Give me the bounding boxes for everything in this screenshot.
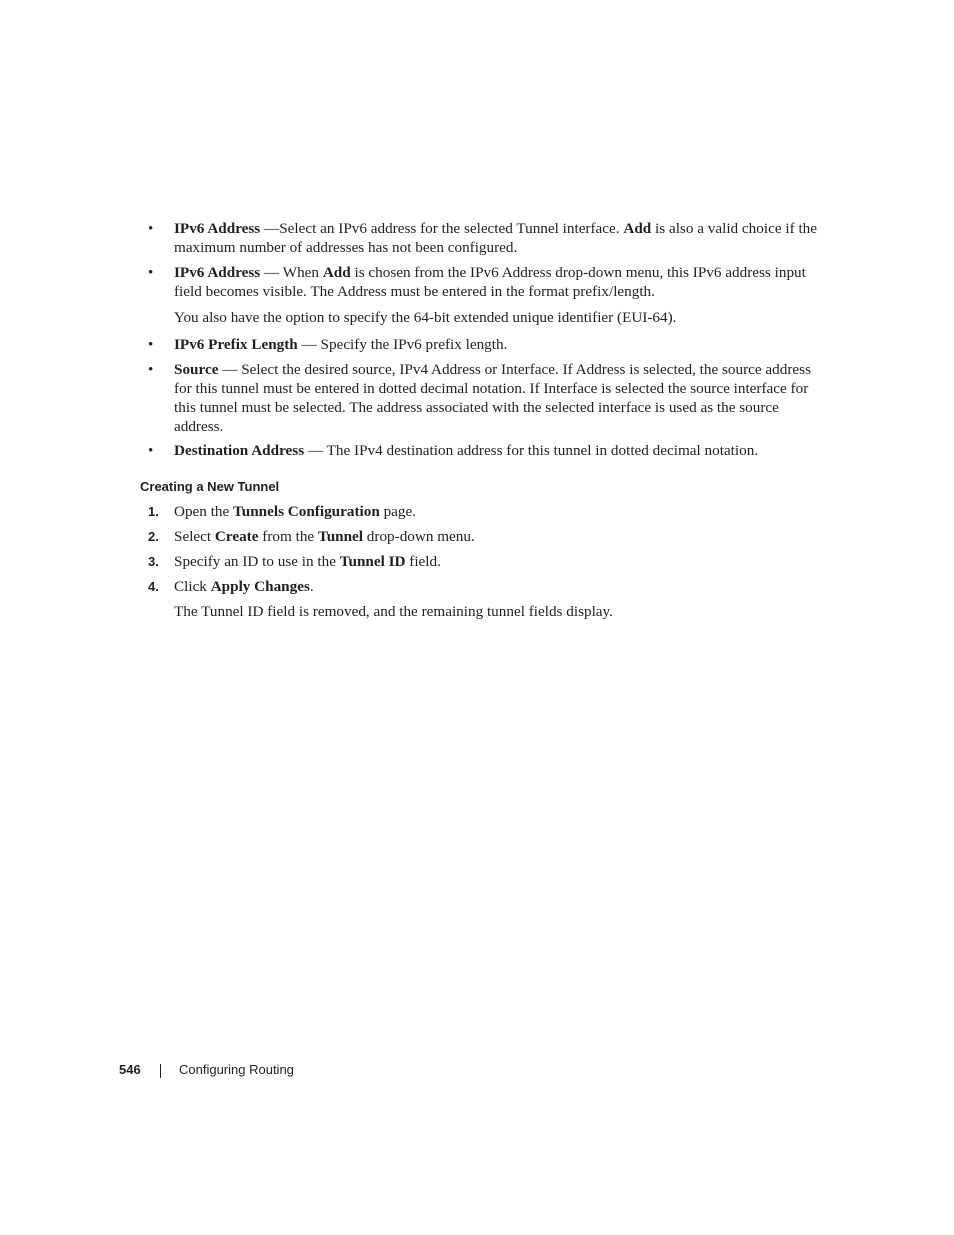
step-text: Select Create from the Tunnel drop-down menu. <box>174 528 475 545</box>
step-1 <box>148 502 820 521</box>
term: Source <box>174 361 219 378</box>
chapter-title: Configuring Routing <box>179 1062 294 1077</box>
result-note: The Tunnel ID field is removed, and the remaining tunnel fields display. <box>174 603 613 620</box>
bullet-text: Destination Address — The IPv4 destination address for this tunnel in dotted decimal notation. <box>174 442 759 459</box>
page-number: 546 <box>119 1062 141 1077</box>
step-text: Open the Tunnels Configuration page. <box>174 503 417 520</box>
step-number: 4. <box>148 579 159 594</box>
step-2 <box>148 527 820 546</box>
section-heading: Creating a New Tunnel <box>140 479 280 494</box>
step-number: 2. <box>148 529 159 544</box>
bullet-symbol: • <box>148 336 154 353</box>
step-number: 3. <box>148 554 159 569</box>
bullet-text: IPv6 Prefix Length — Specify the IPv6 prefix length. <box>174 336 508 353</box>
bullet-text: IPv6 Address — When Add is chosen from the IPv6 Address drop-down menu, this IPv6 address input field becomes visible. The Address must be entered in the format prefix/length. <box>174 264 806 300</box>
bullet-text: Source — Select the desired source, IPv4 Address or Interface. If Address is selected, the source address for this tunnel must be entered in dotted decimal notation. If Interface is selected the source interface for this tunnel must be selected. The address associated with the selected interface is used as the source address. <box>174 361 811 435</box>
bullet-ipv6-address-select <box>148 219 820 257</box>
term-add: Add <box>623 220 652 237</box>
term: IPv6 Address <box>174 264 261 281</box>
eui-note: You also have the option to specify the 64-bit extended unique identifier (EUI-64). <box>174 309 677 326</box>
term-add: Add <box>322 264 351 281</box>
term: Destination Address <box>174 442 305 459</box>
bullet-ipv6-address-input <box>148 263 820 301</box>
bullet-symbol: • <box>148 264 154 281</box>
bullet-destination-address <box>148 441 820 460</box>
bullet-ipv6-prefix-length <box>148 335 820 354</box>
step-3 <box>148 552 820 571</box>
term: IPv6 Address <box>174 220 261 237</box>
step-text: Click Apply Changes. <box>174 578 314 595</box>
step-4 <box>148 577 820 596</box>
bullet-source <box>148 360 820 436</box>
step-number: 1. <box>148 504 159 519</box>
footer-divider <box>160 1064 161 1078</box>
bullet-symbol: • <box>148 442 154 459</box>
step-text: Specify an ID to use in the Tunnel ID field. <box>174 553 441 570</box>
bullet-symbol: • <box>148 361 154 378</box>
bullet-text: IPv6 Address —Select an IPv6 address for the selected Tunnel interface. Add is also a valid choice if the maximum number of addresses has not been configured. <box>174 220 817 256</box>
term: IPv6 Prefix Length <box>174 336 298 353</box>
bullet-symbol: • <box>148 220 154 237</box>
